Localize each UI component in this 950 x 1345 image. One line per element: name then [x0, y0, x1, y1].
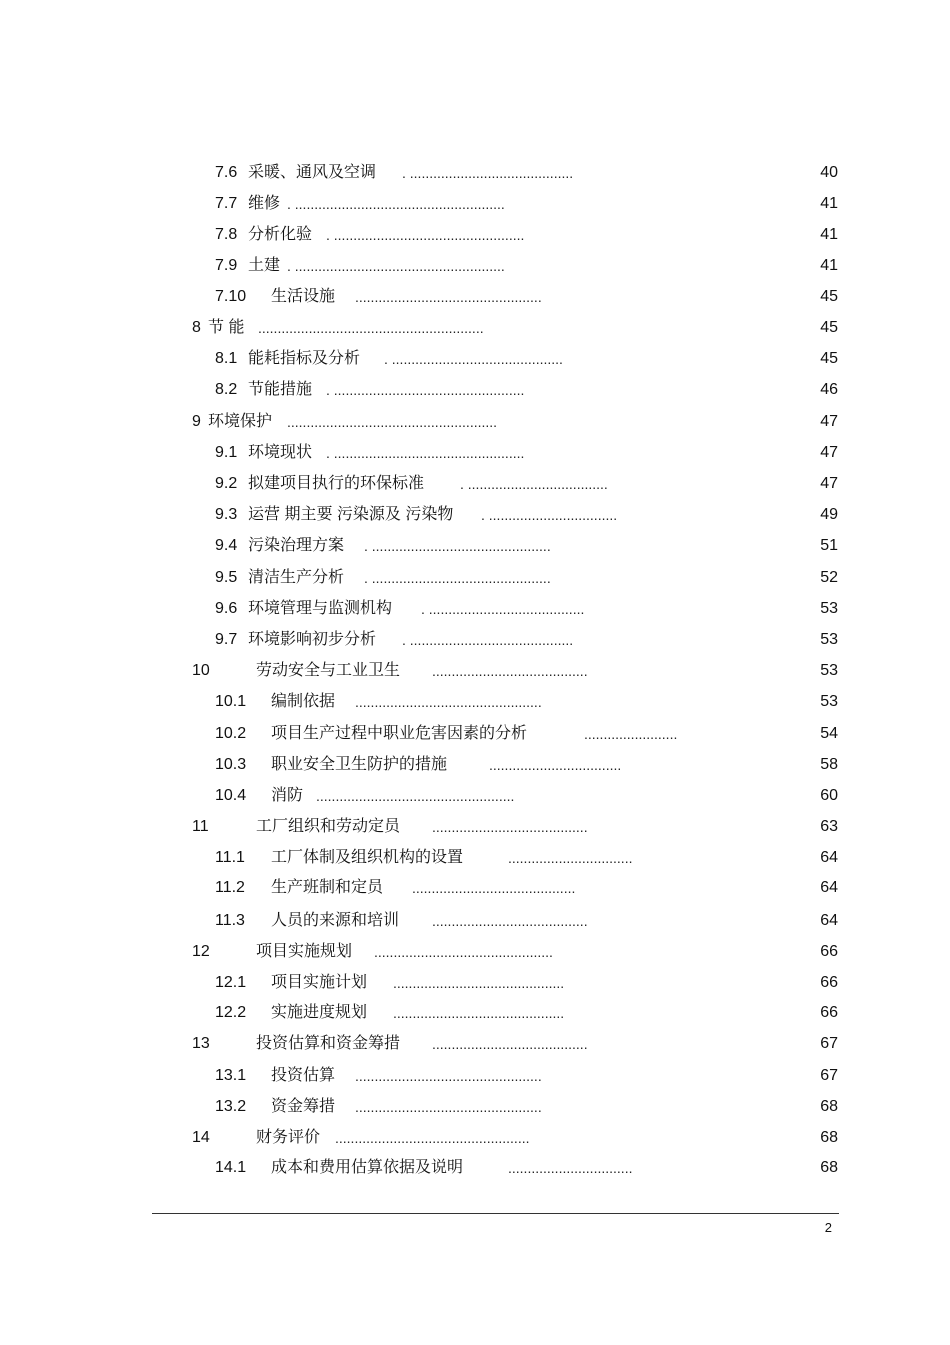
toc-entry-number: 8	[192, 319, 201, 336]
toc-entry-page: 68	[820, 1129, 838, 1146]
toc-entry[interactable]	[0, 1032, 950, 1056]
toc-entry-title: 能耗指标及分析	[248, 350, 361, 367]
toc-entry-number: 9.7	[215, 631, 238, 648]
toc-entry[interactable]	[0, 876, 950, 900]
toc-entry-leader: . ..........................................	[402, 632, 574, 648]
toc-entry-number: 7.10	[215, 288, 247, 305]
toc-entry-number: 11	[192, 818, 209, 835]
toc-entry[interactable]	[0, 1064, 950, 1088]
toc-entry-page: 41	[820, 226, 838, 243]
toc-entry-page: 60	[820, 787, 838, 804]
toc-entry-leader: ..................................	[489, 757, 622, 773]
toc-entry-leader: . ............................................	[384, 351, 563, 367]
toc-entry-title: 土建	[248, 257, 281, 274]
toc-entry-number: 7.7	[215, 195, 238, 212]
toc-entry-leader: ............................................	[393, 1005, 565, 1021]
toc-entry[interactable]	[0, 1001, 950, 1025]
toc-entry-number: 13.1	[215, 1067, 247, 1084]
toc-entry-title: 环境影响初步分析	[248, 631, 377, 648]
toc-entry-page: 41	[820, 195, 838, 212]
toc-entry-leader: ........................	[584, 726, 678, 742]
toc-entry[interactable]	[0, 410, 950, 434]
toc-entry-number: 10.3	[215, 756, 247, 773]
toc-entry-leader: . .................................	[481, 507, 618, 523]
toc-entry-page: 64	[820, 879, 838, 896]
toc-entry-page: 45	[820, 288, 838, 305]
toc-entry-number: 12	[192, 943, 210, 960]
toc-entry-number: 9.4	[215, 537, 238, 554]
toc-entry-page: 53	[820, 631, 838, 648]
toc-entry-leader: ................................	[508, 850, 633, 866]
toc-entry-number: 13.2	[215, 1098, 247, 1115]
toc-entry-title: 项目生产过程中职业危害因素的分析	[271, 725, 528, 742]
toc-entry-title: 投资估算和资金筹措	[256, 1035, 401, 1052]
toc-entry-leader: . .................................................	[326, 382, 525, 398]
toc-entry-title: 编制依据	[271, 693, 336, 710]
footer-page-number: 2	[824, 1220, 832, 1235]
toc-entry-leader: ................................................	[355, 289, 542, 305]
toc-entry-number: 10	[192, 662, 210, 679]
toc-entry-title: 拟建项目执行的环保标准	[248, 475, 425, 492]
toc-entry-title: 运营 期主要 污染源及 污染物	[248, 506, 454, 523]
toc-entry-page: 47	[820, 475, 838, 492]
toc-entry-page: 47	[820, 444, 838, 461]
toc-entry-number: 9.1	[215, 444, 238, 461]
toc-entry[interactable]	[0, 472, 950, 496]
toc-entry-title: 项目实施规划	[256, 943, 353, 960]
toc-entry-number: 11.3	[215, 912, 245, 929]
toc-entry-title: 污染治理方案	[248, 537, 345, 554]
toc-entry[interactable]	[0, 378, 950, 402]
toc-entry-number: 11.2	[215, 879, 245, 896]
toc-entry-title: 节能措施	[248, 381, 313, 398]
toc-entry[interactable]	[0, 1095, 950, 1119]
toc-entry-leader: . ......................................................	[287, 196, 505, 212]
toc-entry-page: 68	[820, 1159, 838, 1176]
toc-entry[interactable]	[0, 192, 950, 216]
toc-entry-page: 51	[820, 537, 838, 554]
toc-entry-page: 53	[820, 662, 838, 679]
toc-entry-page: 45	[820, 350, 838, 367]
toc-entry-number: 13	[192, 1035, 210, 1052]
toc-entry-page: 58	[820, 756, 838, 773]
toc-entry-page: 66	[820, 974, 838, 991]
toc-entry-number: 14.1	[215, 1159, 247, 1176]
toc-entry-title: 环境管理与监测机构	[248, 600, 393, 617]
toc-entry-page: 67	[820, 1035, 838, 1052]
toc-entry-leader: . ......................................................	[287, 258, 505, 274]
toc-entry-number: 9.2	[215, 475, 238, 492]
toc-entry-page: 66	[820, 1004, 838, 1021]
toc-entry[interactable]	[0, 659, 950, 683]
toc-entry[interactable]	[0, 722, 950, 746]
toc-entry-leader: ................................................	[355, 1099, 542, 1115]
toc-entry-number: 14	[192, 1129, 210, 1146]
toc-entry[interactable]	[0, 223, 950, 247]
toc-entry-page: 41	[820, 257, 838, 274]
toc-entry-leader: ................................	[508, 1160, 633, 1176]
toc-entry-leader: ......................................................	[287, 414, 498, 430]
toc-entry-leader: ..........................................................	[258, 320, 484, 336]
toc-entry-title: 清洁生产分析	[248, 569, 345, 586]
toc-entry-number: 7.8	[215, 226, 238, 243]
toc-entry[interactable]	[0, 690, 950, 714]
toc-entry[interactable]	[0, 846, 950, 870]
toc-entry-title: 成本和费用估算依据及说明	[271, 1159, 464, 1176]
toc-entry[interactable]	[0, 784, 950, 808]
toc-entry-leader: ................................................	[355, 694, 542, 710]
toc-entry-title: 节 能	[208, 319, 245, 336]
toc-entry-leader: . ..........................................	[402, 165, 574, 181]
toc-entry-number: 9.5	[215, 569, 238, 586]
toc-entry[interactable]	[0, 347, 950, 371]
toc-entry-page: 64	[820, 849, 838, 866]
toc-entry-page: 53	[820, 693, 838, 710]
toc-entry-page: 67	[820, 1067, 838, 1084]
toc-entry[interactable]	[0, 566, 950, 590]
toc-entry-leader: ...................................................	[316, 788, 515, 804]
toc-entry[interactable]	[0, 285, 950, 309]
toc-entry-title: 投资估算	[271, 1067, 336, 1084]
toc-entry[interactable]	[0, 597, 950, 621]
toc-entry[interactable]	[0, 909, 950, 933]
toc-entry-page: 40	[820, 164, 838, 181]
toc-entry-title: 工厂体制及组织机构的设置	[271, 849, 464, 866]
toc-entry[interactable]	[0, 534, 950, 558]
toc-entry[interactable]	[0, 940, 950, 964]
toc-entry[interactable]	[0, 1156, 950, 1180]
toc-entry-title: 环境现状	[248, 444, 313, 461]
toc-entry-number: 9.6	[215, 600, 238, 617]
toc-entry-page: 68	[820, 1098, 838, 1115]
toc-entry-leader: ........................................	[432, 819, 588, 835]
toc-entry-leader: ............................................	[393, 975, 565, 991]
toc-entry-leader: ........................................	[432, 663, 588, 679]
toc-entry-leader: ........................................	[432, 913, 588, 929]
toc-entry-title: 职业安全卫生防护的措施	[271, 756, 448, 773]
toc-entry-page: 54	[820, 725, 838, 742]
toc-entry-page: 64	[820, 912, 838, 929]
toc-entry[interactable]	[0, 753, 950, 777]
toc-entry[interactable]	[0, 161, 950, 185]
toc-entry-number: 9.3	[215, 506, 238, 523]
toc-entry[interactable]	[0, 441, 950, 465]
toc-entry-title: 人员的来源和培训	[271, 912, 400, 929]
toc-entry-title: 资金筹措	[271, 1098, 336, 1115]
toc-entry[interactable]	[0, 628, 950, 652]
toc-entry-leader: . ....................................	[460, 476, 608, 492]
toc-entry-page: 63	[820, 818, 838, 835]
toc-entry-title: 工厂组织和劳动定员	[256, 818, 401, 835]
toc-entry-leader: . ..............................................	[364, 570, 551, 586]
toc-entry-title: 生产班制和定员	[271, 879, 384, 896]
toc-entry-leader: . .................................................	[326, 227, 525, 243]
toc-entry-page: 47	[820, 413, 838, 430]
toc-entry-leader: ........................................	[432, 1036, 588, 1052]
toc-entry-page: 46	[820, 381, 838, 398]
toc-entry-number: 10.4	[215, 787, 247, 804]
toc-entry-number: 10.1	[215, 693, 247, 710]
toc-entry-number: 7.6	[215, 164, 238, 181]
toc-entry[interactable]	[0, 815, 950, 839]
toc-entry-title: 实施进度规划	[271, 1004, 368, 1021]
toc-entry-title: 劳动安全与工业卫生	[256, 662, 401, 679]
toc-entry-title: 维修	[248, 195, 281, 212]
toc-entry-title: 采暖、通风及空调	[248, 164, 377, 181]
toc-entry[interactable]	[0, 971, 950, 995]
toc-entry-number: 8.1	[215, 350, 238, 367]
toc-entry-number: 8.2	[215, 381, 238, 398]
toc-entry-number: 10.2	[215, 725, 247, 742]
toc-entry-number: 12.1	[215, 974, 247, 991]
toc-entry-page: 53	[820, 600, 838, 617]
toc-entry-leader: . .................................................	[326, 445, 525, 461]
toc-entry-leader: ................................................	[355, 1068, 542, 1084]
toc-entry-title: 消防	[271, 787, 304, 804]
toc-entry-number: 11.1	[215, 849, 245, 866]
toc-entry-leader: . ........................................	[421, 601, 585, 617]
toc-entry-title: 财务评价	[256, 1129, 321, 1146]
toc-entry[interactable]	[0, 254, 950, 278]
toc-entry[interactable]	[0, 316, 950, 340]
toc-entry-page: 66	[820, 943, 838, 960]
toc-entry-title: 项目实施计划	[271, 974, 368, 991]
toc-entry-number: 12.2	[215, 1004, 247, 1021]
toc-entry-page: 49	[820, 506, 838, 523]
toc-entry-leader: . ..............................................	[364, 538, 551, 554]
footer-divider	[152, 1213, 839, 1214]
toc-entry[interactable]	[0, 503, 950, 527]
toc-entry-title: 生活设施	[271, 288, 336, 305]
toc-entry-number: 7.9	[215, 257, 238, 274]
toc-entry-leader: ..............................................	[374, 944, 553, 960]
toc-entry[interactable]	[0, 1126, 950, 1150]
toc-entry-title: 环境保护	[208, 413, 273, 430]
toc-entry-page: 45	[820, 319, 838, 336]
toc-entry-leader: ..................................................	[335, 1130, 530, 1146]
toc-entry-leader: ..........................................	[412, 880, 576, 896]
toc-entry-title: 分析化验	[248, 226, 313, 243]
toc-entry-page: 52	[820, 569, 838, 586]
toc-entry-number: 9	[192, 413, 201, 430]
